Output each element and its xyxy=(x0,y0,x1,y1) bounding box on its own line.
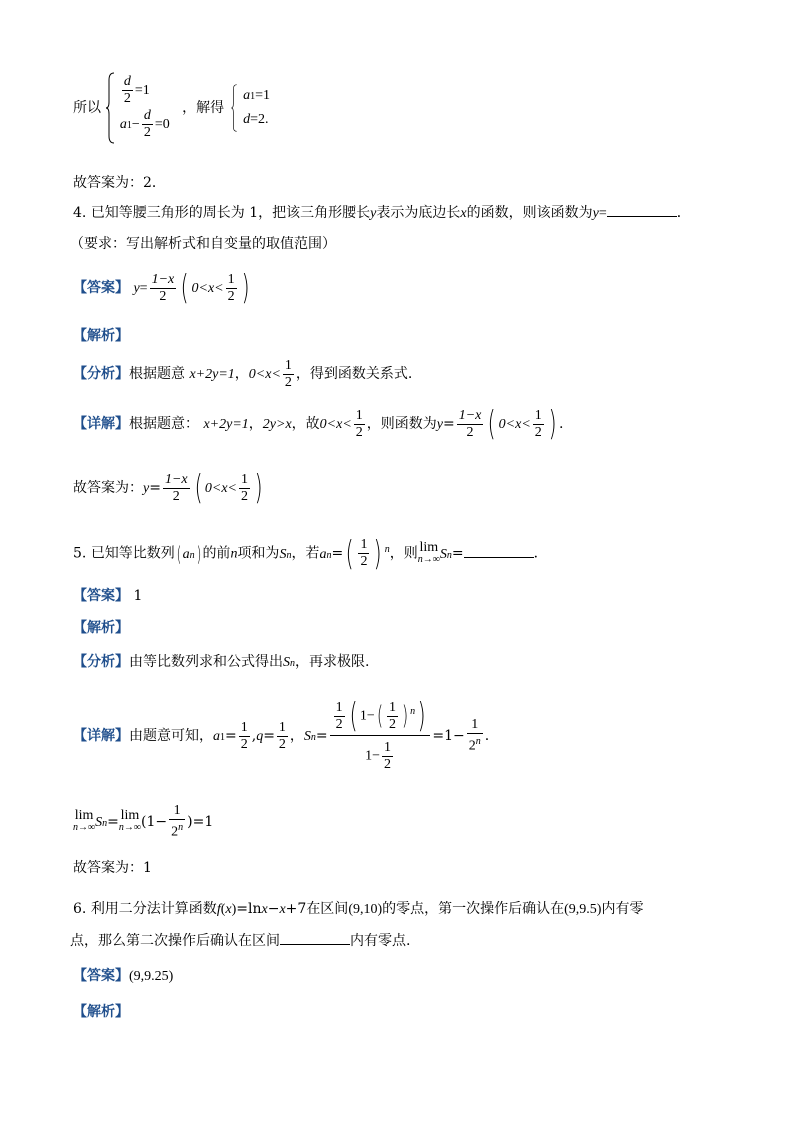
left-brace-icon xyxy=(105,72,115,144)
system-2: a1=1 d=2. xyxy=(243,88,270,127)
q5-xiangjie: 【详解】由题意可知，a1= $\frac{1}{2}$ ,q= $\frac{1}{2}$ ，Sn= $\frac{1}{2}$ ( 1−( $\frac{1}{2}$ ) $^n$) 1− $\frac{1}{2}$ =1− $\frac{1}{2^n}$ . xyxy=(73,696,490,772)
question-6-line2: 点，那么第二次操作后确认在区间 内有零点. xyxy=(70,930,410,951)
q4-answer: 【答案】 y= $\frac{1-x}{2}$ ( 0<x< $\frac{1}{2}$ ) xyxy=(73,268,250,308)
text-suoyi: 所以 xyxy=(73,100,101,116)
system-1: $\frac{d}{2}$ =1 a1− $\frac{d}{2}$ =0 xyxy=(119,74,170,141)
q4-fenxi: 【分析】根据题意 x+2y=1，0<x< $\frac{1}{2}$ ，得到函数关系式. xyxy=(73,357,413,390)
left-brace-icon xyxy=(229,84,239,132)
system-line xyxy=(73,72,270,156)
q4-gu: 故答案为：y= $\frac{1-x}{2}$ ( 0<x< $\frac{1}{2}$ ) xyxy=(73,468,263,508)
question-4: 4. 已知等腰三角形的周长为 1，把该三角形腰长y表示为底边长x的函数，则该函数为y= ． xyxy=(73,202,691,224)
q6-answer: 【答案】(9,9.25) xyxy=(73,968,174,984)
answer-blank[interactable] xyxy=(464,543,534,558)
q5-limit: lim n→∞ Sn= lim n→∞ (1− $\frac{1}{2^n}$ )=1 xyxy=(73,803,214,840)
answer-blank[interactable] xyxy=(607,202,677,217)
text-jiede: ，解得 xyxy=(182,100,225,116)
q5-jiexi: 【解析】 xyxy=(73,620,129,636)
question-5: 5. 已知等比数列( an) 的前n项和为Sn，若an=( $\frac{1}{2}$ ) $^n$，则 lim n→∞ Sn= ． xyxy=(73,533,548,574)
question-4-requirement: （要求：写出解析式和自变量的取值范围） xyxy=(70,236,336,252)
q4-xiangjie: 【详解】根据题意： x+2y=1，2y>x，故0<x< $\frac{1}{2}$ ，则函数为y= $\frac{1-x}{2}$ ( 0<x< $\frac{1}{2}$ ) . xyxy=(73,404,564,444)
q5-fenxi: 【分析】由等比数列求和公式得出Sn，再求极限. xyxy=(73,654,370,670)
q5-gu: 故答案为：1 xyxy=(73,860,152,876)
q4-jiexi: 【解析】 xyxy=(73,328,129,344)
answer-blank[interactable] xyxy=(280,930,350,945)
q5-answer: 【答案】 1 xyxy=(73,588,143,604)
answer-line-3: 故答案为：2． xyxy=(73,175,166,191)
question-6: 6. 利用二分法计算函数f(x)=lnx−x+7在区间(9,10)的零点，第一次操作后确认在(9,9.5)内有零 xyxy=(73,901,644,917)
q6-jiexi: 【解析】 xyxy=(73,1004,129,1020)
